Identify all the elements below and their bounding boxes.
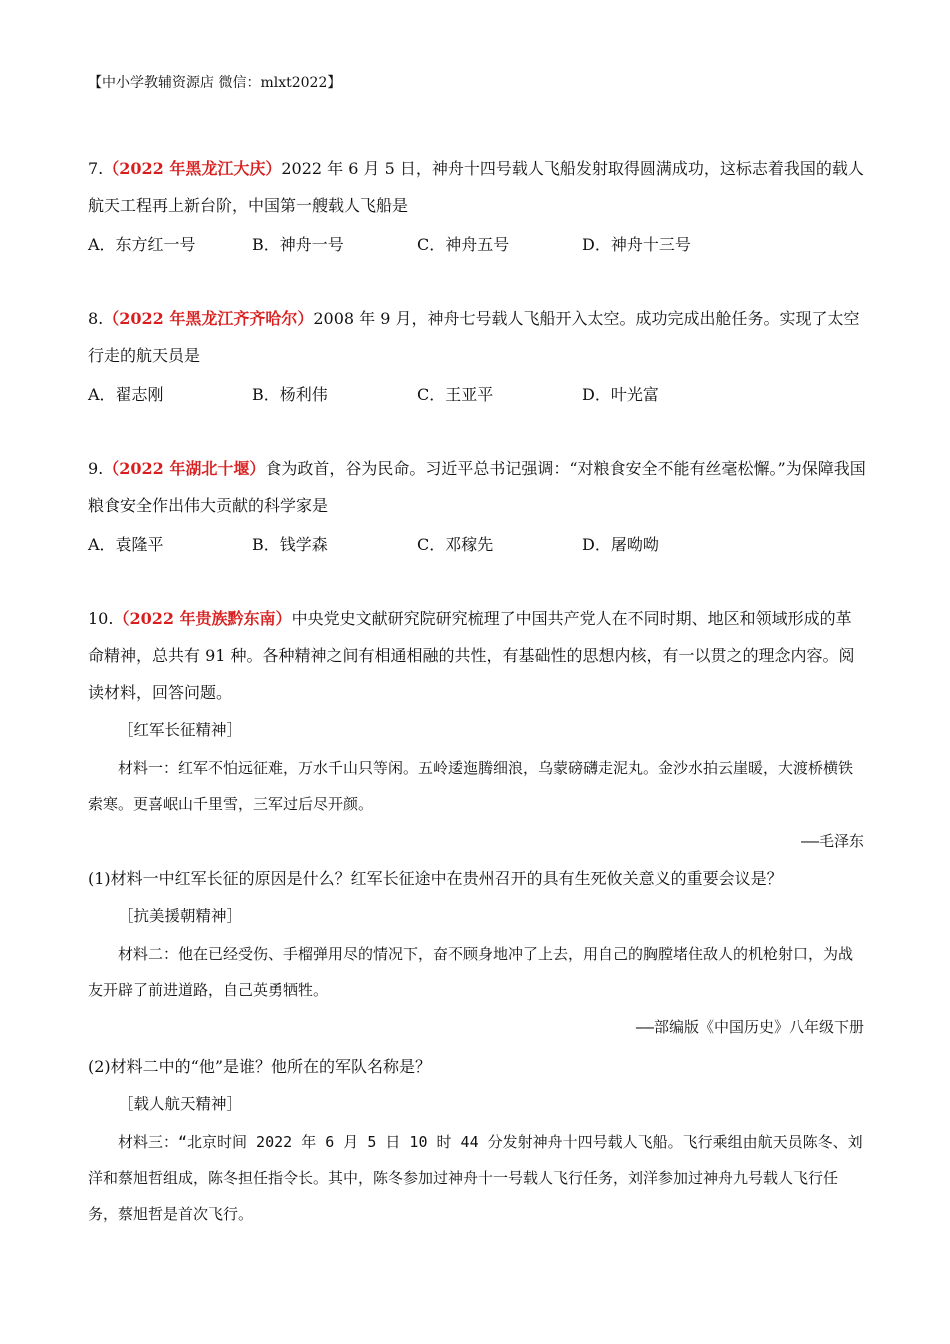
question-stem: 2008 年 9 月，神舟七号载人飞船开入太空。成功完成出舱任务。实现了太空行走的航天员是 (88, 309, 860, 365)
question-source: （2022 年黑龙江大庆） (103, 159, 282, 178)
material-2: 材料二：他在已经受伤、手榴弹用尽的情况下，奋不顾身地冲了上去，用自己的胸膛堵住敌人的机枪射口，为战友开辟了前进道路，自己英勇牺牲。 (88, 945, 854, 999)
material-1: 材料一：红军不怕远征难，万水千山只等闲。五岭逶迤腾细浪，乌蒙磅礴走泥丸。金沙水拍云崖暖，大渡桥横铁索寒。更喜岷山千里雪，三军过后尽开颜。 (88, 759, 854, 813)
option-d: D．神舟十三号 (582, 235, 691, 254)
option-c: C．神舟五号 (417, 235, 510, 254)
page-header: 【中小学教辅资源店 微信：mlxt2022】 (88, 75, 342, 91)
question-number: 10. (88, 609, 114, 628)
material-3: 材料三：“北京时间 2022 年 6 月 5 日 10 时 44 分发射神舟十四号载人飞船。飞行乘组由航天员陈冬、刘洋和蔡旭哲组成，陈冬担任指令长。其中，陈冬参加过神舟十一号载人飞行任务，刘洋参加过神舟九号载人飞行任务，蔡旭哲是首次飞行。 (88, 1133, 863, 1223)
question-number: 8. (88, 309, 104, 328)
option-b: B．钱学森 (252, 535, 328, 554)
question-7 (88, 150, 866, 224)
section-heading-spaceflight: ［载人航天精神］ (118, 1095, 243, 1113)
section-heading-korea: ［抗美援朝精神］ (118, 907, 243, 925)
option-a: A．东方红一号 (88, 235, 196, 254)
question-source: （2022 年湖北十堰） (103, 459, 266, 478)
option-d: D．叶光富 (582, 385, 659, 404)
question-stem: 2022 年 6 月 5 日，神舟十四号载人飞船发射取得圆满成功，这标志着我国的载人航天工程再上新台阶，中国第一艘载人飞船是 (88, 159, 864, 215)
material-2-source: ——部编版《中国历史》八年级下册 (635, 1018, 864, 1036)
option-b: B．杨利伟 (252, 385, 328, 404)
material-1-author: ——毛泽东 (800, 832, 864, 850)
option-a: A．袁隆平 (88, 535, 164, 554)
option-a: A．翟志刚 (88, 385, 164, 404)
question-source: （2022 年贵族黔东南） (113, 609, 292, 628)
question-source: （2022 年黑龙江齐齐哈尔） (103, 309, 314, 328)
question-9-options (88, 532, 788, 562)
option-d: D．屠呦呦 (582, 535, 659, 554)
question-number: 9. (88, 459, 104, 478)
question-7-options (88, 232, 788, 262)
question-8-options (88, 382, 788, 412)
option-c: C．邓稼先 (417, 535, 494, 554)
sub-question-1: (1)材料一中红军长征的原因是什么？红军长征途中在贵州召开的具有生死攸关意义的重要会议是？ (88, 869, 783, 888)
option-c: C．王亚平 (417, 385, 494, 404)
question-10 (88, 600, 866, 711)
question-stem: 食为政首，谷为民命。习近平总书记强调：“对粮食安全不能有丝毫松懈。”为保障我国粮食安全作出伟大贡献的科学家是 (88, 459, 866, 515)
question-stem: 中央党史文献研究院研究梳理了中国共产党人在不同时期、地区和领域形成的革命精神，总共有 91 种。各种精神之间有相通相融的共性，有基础性的思想内核，有一以贯之的理念内容。阅读材料，回答问题。 (88, 609, 855, 702)
question-number: 7. (88, 159, 104, 178)
question-8 (88, 300, 866, 374)
sub-question-2: (2)材料二中的“他”是谁？他所在的军队名称是？ (88, 1057, 432, 1076)
question-9 (88, 450, 866, 524)
section-heading-long-march: ［红军长征精神］ (118, 721, 243, 739)
option-b: B．神舟一号 (252, 235, 344, 254)
